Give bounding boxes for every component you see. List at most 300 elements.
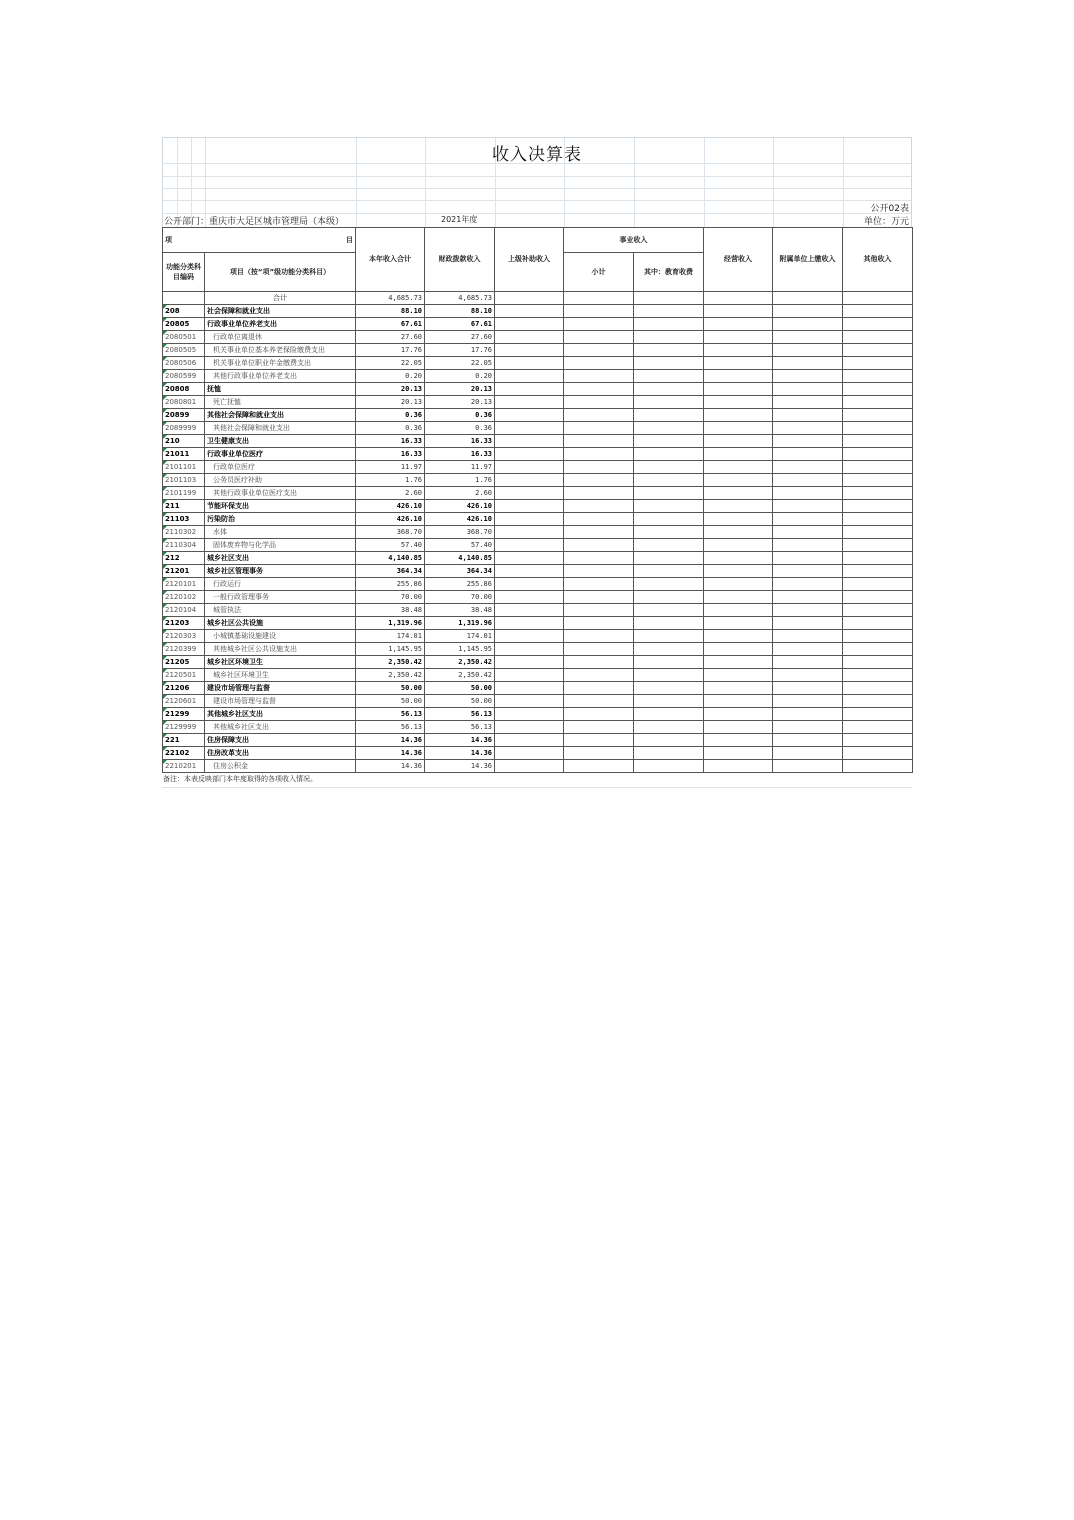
row-empty-cell (704, 500, 773, 513)
row-empty-cell (564, 708, 634, 721)
row-total: 56.13 (356, 708, 425, 721)
row-total: 1.76 (356, 474, 425, 487)
row-empty-cell (634, 383, 704, 396)
row-name: 固体废弃物与化学品 (205, 539, 356, 552)
table-row (163, 461, 913, 474)
row-name: 其他城乡社区支出 (205, 708, 356, 721)
cell-marker (163, 721, 167, 725)
table-row (163, 695, 913, 708)
header-superior: 上级补助收入 (495, 228, 564, 292)
row-empty-cell (634, 552, 704, 565)
row-empty-cell (843, 487, 913, 500)
row-empty-cell (564, 422, 634, 435)
row-total: 0.36 (356, 422, 425, 435)
table-row (163, 435, 913, 448)
row-empty-cell (773, 461, 843, 474)
row-total: 38.48 (356, 604, 425, 617)
row-empty-cell (704, 305, 773, 318)
row-empty-cell (704, 539, 773, 552)
row-fiscal: 2.60 (425, 487, 495, 500)
row-empty-cell (564, 331, 634, 344)
header-other: 其他收入 (843, 228, 913, 292)
row-empty-cell (634, 435, 704, 448)
row-empty-cell (843, 344, 913, 357)
header-total: 本年收入合计 (356, 228, 425, 292)
row-empty-cell (843, 461, 913, 474)
row-code: 2101103 (163, 474, 205, 487)
table-row (163, 552, 913, 565)
table-row (163, 669, 913, 682)
cell-marker (163, 656, 167, 660)
row-fiscal: 56.13 (425, 708, 495, 721)
row-empty-cell (634, 526, 704, 539)
row-code: 21203 (163, 617, 205, 630)
row-empty-cell (704, 578, 773, 591)
row-empty-cell (704, 344, 773, 357)
row-empty-cell (564, 474, 634, 487)
table-row (163, 760, 913, 773)
row-empty-cell (495, 695, 564, 708)
header-mu: 目 (346, 236, 353, 244)
row-code: 211 (163, 500, 205, 513)
row-empty-cell (564, 487, 634, 500)
row-name: 住房公积金 (205, 760, 356, 773)
cell-marker (163, 526, 167, 530)
department-label: 公开部门：重庆市大足区城市管理局（本级） (164, 217, 345, 227)
row-empty-cell (564, 448, 634, 461)
row-empty-cell (843, 513, 913, 526)
row-empty-cell (564, 630, 634, 643)
table-row (163, 656, 913, 669)
cell-marker (163, 461, 167, 465)
table-row (163, 747, 913, 760)
row-empty-cell (634, 578, 704, 591)
row-fiscal: 22.05 (425, 357, 495, 370)
row-empty-cell (634, 461, 704, 474)
income-statement-sheet (162, 137, 912, 788)
row-empty-cell (704, 630, 773, 643)
row-empty-cell (704, 734, 773, 747)
row-empty-cell (773, 370, 843, 383)
row-empty-cell (843, 422, 913, 435)
row-empty-cell (704, 565, 773, 578)
row-code: 21103 (163, 513, 205, 526)
row-empty-cell (704, 461, 773, 474)
total-fiscal: 4,685.73 (425, 292, 495, 305)
row-empty-cell (564, 682, 634, 695)
row-code: 21201 (163, 565, 205, 578)
row-name: 建设市场管理与监督 (205, 695, 356, 708)
row-empty-cell (564, 526, 634, 539)
row-empty-cell (704, 643, 773, 656)
row-name: 其他城乡社区公共设施支出 (205, 643, 356, 656)
row-empty-cell (564, 617, 634, 630)
cell-marker (163, 357, 167, 361)
row-empty-cell (495, 409, 564, 422)
table-row (163, 344, 913, 357)
cell-marker (163, 643, 167, 647)
cell-marker (163, 422, 167, 426)
table-row (163, 539, 913, 552)
table-row (163, 591, 913, 604)
row-total: 11.97 (356, 461, 425, 474)
row-total: 0.20 (356, 370, 425, 383)
row-empty-cell (843, 708, 913, 721)
row-empty-cell (704, 331, 773, 344)
row-name: 一般行政管理事务 (205, 591, 356, 604)
row-code: 2080801 (163, 396, 205, 409)
cell-marker (163, 435, 167, 439)
row-empty-cell (495, 682, 564, 695)
row-empty-cell (634, 617, 704, 630)
row-code: 2120101 (163, 578, 205, 591)
row-name: 城管执法 (205, 604, 356, 617)
row-total: 27.60 (356, 331, 425, 344)
row-empty-cell (634, 500, 704, 513)
cell-marker (163, 487, 167, 491)
row-empty-cell (843, 396, 913, 409)
table-row (163, 383, 913, 396)
cell-marker (163, 513, 167, 517)
row-empty-cell (564, 552, 634, 565)
row-empty-cell (564, 409, 634, 422)
row-name: 其他行政事业单位养老支出 (205, 370, 356, 383)
row-code: 2080599 (163, 370, 205, 383)
table-row (163, 474, 913, 487)
row-empty-cell (634, 513, 704, 526)
row-empty-cell (773, 539, 843, 552)
row-empty-cell (634, 422, 704, 435)
cell-marker (163, 682, 167, 686)
row-empty-cell (634, 565, 704, 578)
header-affiliated: 附属单位上缴收入 (773, 228, 843, 292)
row-name: 行政单位医疗 (205, 461, 356, 474)
row-total: 14.36 (356, 760, 425, 773)
row-name: 社会保障和就业支出 (205, 305, 356, 318)
table-row (163, 578, 913, 591)
table-row (163, 487, 913, 500)
row-empty-cell (843, 747, 913, 760)
row-empty-cell (704, 526, 773, 539)
row-empty-cell (843, 656, 913, 669)
row-empty-cell (495, 747, 564, 760)
cell-marker (163, 305, 167, 309)
cell-marker (163, 409, 167, 413)
row-empty-cell (773, 305, 843, 318)
row-empty-cell (495, 734, 564, 747)
row-empty-cell (634, 409, 704, 422)
row-empty-cell (704, 656, 773, 669)
row-empty-cell (773, 383, 843, 396)
row-name: 小城镇基础设施建设 (205, 630, 356, 643)
row-empty-cell (495, 474, 564, 487)
row-empty-cell (634, 305, 704, 318)
row-total: 1,319.96 (356, 617, 425, 630)
row-empty-cell (704, 591, 773, 604)
row-fiscal: 17.76 (425, 344, 495, 357)
row-code: 2120501 (163, 669, 205, 682)
cell-marker (163, 318, 167, 322)
row-fiscal: 1,319.96 (425, 617, 495, 630)
row-fiscal: 14.36 (425, 747, 495, 760)
row-fiscal: 426.10 (425, 500, 495, 513)
table-row (163, 604, 913, 617)
cell-marker (163, 500, 167, 504)
row-total: 16.33 (356, 435, 425, 448)
row-fiscal: 174.01 (425, 630, 495, 643)
table-row (163, 513, 913, 526)
form-number: 公开02表 (870, 204, 909, 214)
row-empty-cell (704, 721, 773, 734)
row-empty-cell (843, 474, 913, 487)
row-empty-cell (843, 539, 913, 552)
row-code: 2080506 (163, 357, 205, 370)
row-code: 21299 (163, 708, 205, 721)
row-empty-cell (843, 318, 913, 331)
row-empty-cell (843, 695, 913, 708)
row-code: 2110302 (163, 526, 205, 539)
row-fiscal: 14.36 (425, 734, 495, 747)
row-empty-cell (634, 357, 704, 370)
row-empty-cell (773, 422, 843, 435)
row-fiscal: 368.70 (425, 526, 495, 539)
row-name: 城乡社区公共设施 (205, 617, 356, 630)
row-fiscal: 1.76 (425, 474, 495, 487)
row-fiscal: 88.10 (425, 305, 495, 318)
cell-marker (163, 331, 167, 335)
header-code (163, 253, 205, 292)
row-empty-cell (843, 305, 913, 318)
row-empty-cell (773, 344, 843, 357)
row-empty-cell (704, 669, 773, 682)
row-empty-cell (564, 539, 634, 552)
row-code: 221 (163, 734, 205, 747)
row-empty-cell (495, 448, 564, 461)
table-row (163, 734, 913, 747)
row-code: 210 (163, 435, 205, 448)
row-name: 住房改革支出 (205, 747, 356, 760)
row-empty-cell (495, 487, 564, 500)
row-empty-cell (634, 643, 704, 656)
row-empty-cell (843, 370, 913, 383)
row-empty-cell (704, 448, 773, 461)
table-row (163, 422, 913, 435)
row-empty-cell (704, 747, 773, 760)
fiscal-year: 2021年度 (441, 215, 478, 224)
row-empty-cell (704, 552, 773, 565)
row-fiscal: 4,140.85 (425, 552, 495, 565)
row-empty-cell (843, 383, 913, 396)
row-name: 节能环保支出 (205, 500, 356, 513)
row-empty-cell (564, 500, 634, 513)
row-empty-cell (773, 695, 843, 708)
row-empty-cell (773, 500, 843, 513)
header-business: 事业收入 (564, 228, 704, 253)
row-name: 卫生健康支出 (205, 435, 356, 448)
row-name: 机关事业单位基本养老保险缴费支出 (205, 344, 356, 357)
row-code: 2110304 (163, 539, 205, 552)
row-empty-cell (704, 474, 773, 487)
row-empty-cell (773, 708, 843, 721)
row-total: 50.00 (356, 682, 425, 695)
row-fiscal: 70.00 (425, 591, 495, 604)
row-total: 20.13 (356, 396, 425, 409)
row-name: 住房保障支出 (205, 734, 356, 747)
row-empty-cell (634, 734, 704, 747)
row-code: 2120104 (163, 604, 205, 617)
row-empty-cell (495, 318, 564, 331)
row-empty-cell (704, 513, 773, 526)
cell-marker (163, 565, 167, 569)
row-empty-cell (495, 396, 564, 409)
row-total: 50.00 (356, 695, 425, 708)
row-empty-cell (773, 760, 843, 773)
row-empty-cell (773, 474, 843, 487)
row-empty-cell (495, 305, 564, 318)
row-fiscal: 50.00 (425, 682, 495, 695)
row-empty-cell (495, 422, 564, 435)
row-total: 255.86 (356, 578, 425, 591)
cell-marker (163, 591, 167, 595)
row-empty-cell (773, 604, 843, 617)
row-total: 364.34 (356, 565, 425, 578)
row-code: 2120601 (163, 695, 205, 708)
row-empty-cell (773, 734, 843, 747)
table-row (163, 565, 913, 578)
row-empty-cell (773, 409, 843, 422)
row-empty-cell (564, 357, 634, 370)
row-name: 城乡社区管理事务 (205, 565, 356, 578)
row-name: 死亡抚恤 (205, 396, 356, 409)
row-code: 212 (163, 552, 205, 565)
row-empty-cell (843, 448, 913, 461)
row-empty-cell (634, 604, 704, 617)
row-empty-cell (704, 435, 773, 448)
row-empty-cell (773, 578, 843, 591)
row-code: 21206 (163, 682, 205, 695)
row-total: 88.10 (356, 305, 425, 318)
row-name: 建设市场管理与监督 (205, 682, 356, 695)
row-empty-cell (495, 331, 564, 344)
row-empty-cell (634, 721, 704, 734)
row-empty-cell (634, 695, 704, 708)
row-code: 2120399 (163, 643, 205, 656)
row-empty-cell (843, 578, 913, 591)
table-row (163, 526, 913, 539)
total-row (163, 292, 913, 305)
row-name: 行政事业单位养老支出 (205, 318, 356, 331)
row-empty-cell (495, 643, 564, 656)
row-empty-cell (564, 747, 634, 760)
row-total: 17.76 (356, 344, 425, 357)
table-row (163, 370, 913, 383)
row-empty-cell (843, 721, 913, 734)
table-row (163, 331, 913, 344)
table-row (163, 617, 913, 630)
row-empty-cell (634, 448, 704, 461)
row-empty-cell (495, 578, 564, 591)
row-total: 1,145.95 (356, 643, 425, 656)
row-empty-cell (634, 747, 704, 760)
row-code: 208 (163, 305, 205, 318)
row-total: 57.40 (356, 539, 425, 552)
row-empty-cell (495, 708, 564, 721)
row-empty-cell (634, 318, 704, 331)
row-empty-cell (843, 357, 913, 370)
table-row (163, 630, 913, 643)
row-empty-cell (564, 669, 634, 682)
row-empty-cell (495, 513, 564, 526)
table-row (163, 305, 913, 318)
row-name: 公务员医疗补助 (205, 474, 356, 487)
row-empty-cell (704, 682, 773, 695)
row-empty-cell (564, 643, 634, 656)
row-empty-cell (495, 435, 564, 448)
row-empty-cell (704, 422, 773, 435)
header-name: 项目（按“项”级功能分类科目） (205, 253, 356, 292)
row-fiscal: 364.34 (425, 565, 495, 578)
cell-marker (163, 539, 167, 543)
row-empty-cell (843, 604, 913, 617)
row-empty-cell (704, 370, 773, 383)
row-empty-cell (564, 656, 634, 669)
row-total: 14.36 (356, 734, 425, 747)
row-empty-cell (704, 383, 773, 396)
row-total: 2,350.42 (356, 656, 425, 669)
row-fiscal: 20.13 (425, 396, 495, 409)
row-empty-cell (564, 578, 634, 591)
row-empty-cell (634, 487, 704, 500)
row-empty-cell (843, 552, 913, 565)
row-empty-cell (704, 708, 773, 721)
row-total: 16.33 (356, 448, 425, 461)
row-total: 67.61 (356, 318, 425, 331)
row-empty-cell (773, 448, 843, 461)
title-area (162, 137, 912, 227)
row-name: 污染防治 (205, 513, 356, 526)
row-name: 其他社会保障和就业支出 (205, 422, 356, 435)
row-empty-cell (634, 331, 704, 344)
unit-label: 单位：万元 (863, 217, 909, 227)
table-row (163, 396, 913, 409)
cell-marker (163, 383, 167, 387)
row-empty-cell (564, 513, 634, 526)
cell-marker (163, 344, 167, 348)
cell-marker (163, 604, 167, 608)
cell-marker (163, 396, 167, 400)
row-empty-cell (564, 591, 634, 604)
row-name: 城乡社区环境卫生 (205, 656, 356, 669)
row-total: 20.13 (356, 383, 425, 396)
row-fiscal: 16.33 (425, 448, 495, 461)
row-total: 368.70 (356, 526, 425, 539)
row-code: 2210201 (163, 760, 205, 773)
row-empty-cell (634, 591, 704, 604)
row-fiscal: 0.36 (425, 422, 495, 435)
cell-marker (163, 708, 167, 712)
row-empty-cell (773, 643, 843, 656)
row-total: 2.60 (356, 487, 425, 500)
row-fiscal: 1,145.95 (425, 643, 495, 656)
row-empty-cell (773, 526, 843, 539)
row-fiscal: 50.00 (425, 695, 495, 708)
row-fiscal: 27.60 (425, 331, 495, 344)
header-xiang: 项 (165, 236, 172, 244)
row-empty-cell (564, 370, 634, 383)
row-empty-cell (773, 487, 843, 500)
table-row (163, 318, 913, 331)
header-code-text: 功能分类科目编码 (166, 263, 201, 281)
